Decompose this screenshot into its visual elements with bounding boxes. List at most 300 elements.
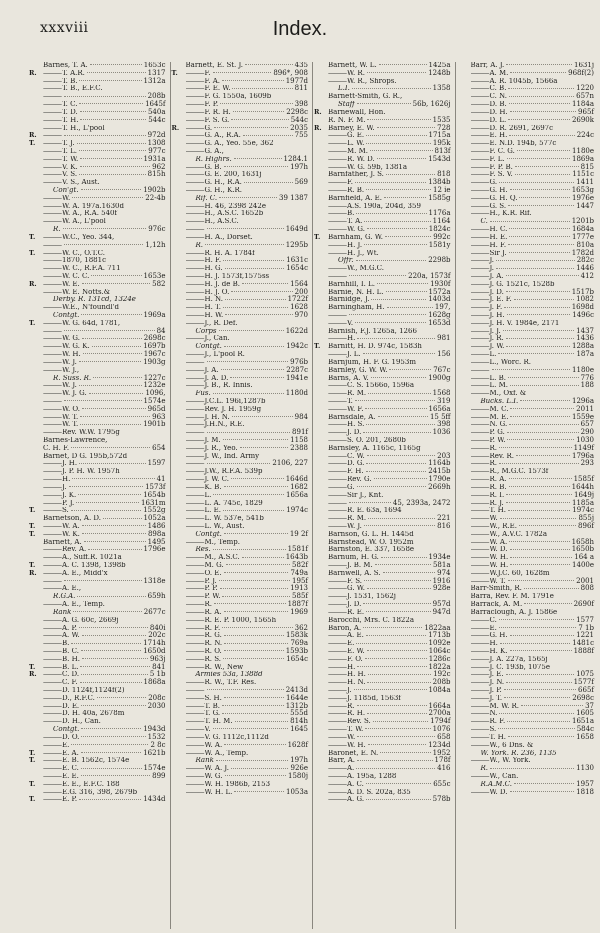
index-entry	[171, 226, 310, 234]
page-reference: 968f(2)	[568, 68, 594, 77]
leader-dots	[366, 611, 431, 612]
leader-dots	[490, 221, 570, 222]
index-entry	[313, 375, 452, 383]
entry-name: ——— H. C.	[471, 226, 508, 234]
index-entry	[28, 320, 167, 328]
page-reference: 1486	[147, 521, 166, 530]
page-reference: 197h	[290, 162, 308, 171]
entry-name: Barnhill, I. L.	[328, 280, 375, 288]
entry-name: ——— W., R.E.	[471, 523, 517, 531]
entry-marker: T.	[29, 318, 36, 327]
entry-name: ——— J. E.	[471, 671, 504, 679]
index-entry	[313, 359, 452, 367]
page-reference: 5 1b	[149, 670, 166, 679]
entry-name: ——— W., W. York.	[471, 757, 596, 765]
entry-name: ——— J. R., Yeo.	[186, 445, 238, 453]
leader-dots	[225, 299, 286, 300]
entry-name: R. Highrs.	[195, 155, 232, 163]
page-reference: 1411	[576, 178, 594, 187]
entry-name: ——— W., 6 Dns. &	[471, 742, 596, 750]
entry-name: ——— T. H.	[471, 507, 506, 515]
entry-name: ——— W. T.	[43, 414, 78, 422]
index-entry	[171, 140, 310, 148]
page-reference: 2700a	[428, 709, 451, 718]
page-reference: 1651a	[572, 717, 594, 726]
leader-dots	[364, 525, 435, 526]
leader-dots	[367, 713, 426, 714]
leader-dots	[508, 205, 574, 206]
leader-dots	[510, 635, 575, 636]
page-reference: 435	[294, 62, 308, 69]
page-reference: 1232e	[143, 381, 166, 390]
leader-dots	[506, 502, 570, 503]
page-reference: 1286c	[428, 654, 451, 663]
index-entry	[28, 460, 167, 468]
leader-dots	[232, 416, 293, 417]
page-reference: 220a, 1573f	[408, 271, 451, 280]
entry-name: Corps	[195, 327, 217, 335]
entry-name: ——— V.	[186, 726, 211, 734]
page-reference: 2298b	[428, 256, 451, 265]
index-entry	[28, 398, 167, 406]
page-reference: 188	[580, 381, 594, 390]
page-header	[40, 18, 590, 48]
entry-name: Derby. R. 131cd, 1324e	[53, 296, 136, 304]
leader-dots	[510, 549, 570, 550]
entry-name: ——— J. L.	[328, 351, 361, 359]
entry-name: ——— L.	[471, 351, 497, 359]
page-reference: 1628	[290, 303, 308, 312]
leader-dots	[371, 377, 426, 378]
entry-name: ——— K. B.	[186, 484, 222, 492]
page-reference: 1296a	[572, 396, 594, 405]
entry-name	[43, 398, 62, 406]
entry-name: ——— 1870, 1881c	[43, 257, 167, 265]
entry-name: Barnetson, A. D.	[43, 515, 101, 523]
page-reference: 45, 2393a, 2472	[392, 498, 451, 507]
index-entry	[28, 281, 167, 289]
entry-name: ——— P. J.	[43, 500, 74, 508]
page-reference: 197,	[434, 303, 451, 312]
leader-dots	[103, 518, 142, 519]
entry-name: ——— J.	[43, 484, 67, 492]
page-reference: 1902b	[143, 186, 166, 194]
page-reference: 208c	[148, 693, 166, 702]
page-reference: 2298c	[286, 107, 308, 116]
entry-name: Barrack, A. M.	[470, 601, 523, 609]
page-reference: 1220	[576, 84, 594, 93]
page-reference: 41	[156, 475, 166, 484]
entry-name: Barnson, G. L. H. 1445d	[328, 530, 414, 538]
page-reference: 2690k	[571, 115, 594, 124]
entry-name: ——— E. B. 1562c, 1574e	[43, 757, 167, 765]
page-reference: 1628f	[287, 740, 308, 749]
entry-marker: T.	[29, 748, 36, 757]
leader-dots	[377, 158, 426, 159]
page-reference: 398	[437, 420, 451, 429]
entry-name: ——— G. H. Q.	[471, 195, 518, 203]
entry-name: R.	[53, 226, 61, 234]
entry-name: ——— W., Can.	[471, 773, 596, 781]
index-entry	[28, 726, 167, 734]
entry-name: ——— M. E.	[471, 414, 509, 422]
leader-dots	[357, 486, 427, 487]
entry-name: ——— T. B., E.F.C.	[43, 85, 167, 93]
page-reference: 1577	[576, 615, 594, 624]
page-reference: 1096,	[145, 389, 166, 398]
entry-name: ——— T. J.	[43, 140, 75, 148]
page-reference: 1796a	[572, 451, 594, 460]
page-reference: 293	[580, 459, 594, 468]
leader-dots	[213, 728, 289, 729]
index-entry	[313, 226, 452, 234]
leader-dots	[79, 361, 141, 362]
entry-name: ——— E. N.D. 194b, 577c	[471, 140, 596, 148]
entry-name: ——— R. N.	[186, 640, 223, 648]
entry-name: ——— H. F.	[186, 257, 222, 265]
page-reference: 665f	[578, 686, 594, 694]
entry-name: ——— T. H.	[471, 734, 506, 742]
index-entry	[171, 789, 310, 797]
entry-name: ——— E.	[328, 640, 354, 648]
page-reference: 1535	[432, 115, 451, 124]
entry-name: ——— W. A., R.A. 540f	[43, 210, 167, 218]
page-reference: 1653e	[143, 271, 166, 280]
leader-dots	[214, 603, 286, 604]
page-reference: 1221	[576, 631, 594, 640]
entry-name: ——— G. A., R.A.	[186, 132, 241, 140]
page-reference: 655c	[433, 779, 451, 788]
index-entry	[28, 140, 167, 148]
leader-dots	[498, 353, 574, 354]
entry-name: ——— M. G.	[186, 562, 224, 570]
entry-name: ——— R. B.	[471, 484, 507, 492]
leader-dots	[207, 689, 284, 690]
leader-dots	[357, 736, 435, 737]
page-reference: 962	[152, 162, 166, 171]
page-reference: 1180d	[285, 389, 308, 398]
entry-name: ——— V. S., Aust.	[43, 179, 167, 187]
leader-dots	[230, 377, 284, 378]
entry-name: ——— W. J.	[328, 523, 362, 531]
entry-name: ——— C. F.	[43, 679, 78, 687]
index-entry	[456, 726, 596, 734]
leader-dots	[507, 721, 570, 722]
index-entry	[171, 617, 310, 625]
leader-dots	[64, 580, 142, 581]
entry-name: ——— F. O.	[328, 656, 363, 664]
leader-dots	[506, 275, 579, 276]
index-entry	[28, 609, 167, 617]
entry-name: ——— C. S. 1566o, 1596a	[328, 382, 452, 390]
leader-dots	[80, 111, 146, 112]
leader-dots	[207, 463, 271, 464]
index-entry	[456, 742, 596, 750]
leader-dots	[219, 580, 290, 581]
leader-dots	[506, 346, 570, 347]
entry-name: ——— D. H. 40a, 2678m	[43, 710, 167, 718]
index-entry	[456, 765, 596, 773]
leader-dots	[224, 744, 285, 745]
entry-name: ——— J. D.	[328, 601, 361, 609]
entry-name: ——— W. T.	[471, 578, 506, 586]
leader-dots	[234, 791, 284, 792]
entry-name: ——— R.	[328, 703, 355, 711]
entry-name: ——— J. A.	[186, 367, 219, 375]
index-entry	[28, 765, 167, 773]
leader-dots	[79, 463, 146, 464]
entry-name: Barnham, G. W.	[328, 233, 383, 241]
entry-name: ——— V.	[328, 320, 353, 328]
page-reference: 1722f	[287, 295, 308, 304]
leader-dots	[510, 189, 570, 190]
index-entry	[313, 140, 452, 148]
index-entry	[456, 757, 596, 765]
leader-dots	[498, 728, 574, 729]
entry-name: ——— W. G. K.	[43, 343, 90, 351]
entry-name: ——— J.	[328, 687, 352, 695]
index-entry	[456, 70, 596, 78]
index-entry	[28, 656, 167, 664]
entry-name: Barra, Rev. F. M. 1791e	[470, 593, 554, 601]
index-entry	[313, 296, 452, 304]
leader-dots	[368, 518, 435, 519]
entry-name: ——— C. W.	[328, 453, 365, 461]
leader-dots	[378, 416, 428, 417]
index-entry	[313, 242, 452, 250]
leader-dots	[81, 775, 150, 776]
entry-name: ——— M., Oxf. &	[471, 390, 596, 398]
entry-name: ——— E. P.	[43, 796, 77, 804]
leader-dots	[508, 119, 570, 120]
entry-name: ——— G. H.	[471, 187, 508, 195]
entry-name: ——— W. T.	[43, 421, 78, 429]
leader-dots	[224, 635, 284, 636]
page-reference: 1593b	[285, 646, 308, 655]
entry-marker: T.	[29, 521, 36, 530]
entry-name: Barns, A. V.	[328, 374, 369, 382]
page-reference: 896*, 908	[273, 68, 308, 77]
page-reference: 1868a	[143, 678, 166, 687]
entry-name: ——— H. J.	[328, 242, 362, 250]
page-reference: 926e	[290, 764, 308, 773]
leader-dots	[386, 174, 435, 175]
entry-name: ——— W. G. 59b, 1381a	[328, 164, 452, 172]
page-reference: 811	[294, 84, 308, 93]
leader-dots	[81, 314, 141, 315]
page-reference: 1653d	[428, 318, 451, 327]
entry-name: ——— P. W.	[471, 437, 506, 445]
leader-dots	[377, 127, 436, 128]
leader-dots	[205, 244, 284, 245]
leader-dots	[521, 705, 583, 706]
leader-dots	[503, 330, 574, 331]
entry-name	[43, 578, 62, 586]
page-reference: 2106, 227	[272, 459, 308, 468]
index-entry	[456, 320, 596, 328]
leader-dots	[367, 682, 430, 683]
index-column-1	[28, 62, 171, 929]
page-reference: 654	[152, 443, 166, 452]
index-entry	[28, 195, 167, 203]
index-entry	[313, 554, 452, 562]
index-entry	[171, 742, 310, 750]
leader-dots	[389, 369, 431, 370]
page-reference: 965d	[147, 404, 166, 413]
entry-name: ——— H. W.	[186, 312, 224, 320]
index-entry	[456, 679, 596, 687]
entry-name: ——— W. R.	[328, 70, 365, 78]
leader-dots	[506, 338, 574, 339]
index-entry	[456, 257, 596, 265]
page-reference: 1782d	[571, 248, 594, 257]
entry-marker: T.	[29, 529, 36, 538]
leader-dots	[367, 650, 427, 651]
page-reference: 840i	[149, 623, 166, 632]
leader-dots	[508, 244, 574, 245]
entry-name: ——— H. K.	[471, 648, 508, 656]
index-entry	[171, 531, 310, 539]
leader-dots	[240, 447, 289, 448]
index-entry	[456, 101, 596, 109]
leader-dots	[366, 635, 426, 636]
leader-dots	[223, 260, 284, 261]
entry-name: ——— W. H.	[43, 351, 81, 359]
index-entry	[171, 523, 310, 531]
entry-name: ——— J.C.L. 196i,1287b	[186, 398, 310, 406]
entry-name: ——— R.	[471, 460, 498, 468]
leader-dots	[499, 447, 572, 448]
page-reference: 1583k	[285, 631, 308, 640]
index-entry	[313, 85, 452, 93]
entry-name: ——— V. K.	[43, 164, 78, 172]
index-entry	[313, 257, 452, 265]
page-reference: 1572a	[428, 287, 451, 296]
entry-name: ——— J. H. V. 1984e, 2171	[471, 320, 596, 328]
index-entry	[313, 195, 452, 203]
index-entry	[456, 453, 596, 461]
index-entry	[28, 617, 167, 625]
page-reference: 1621b	[143, 748, 166, 757]
entry-name	[43, 328, 62, 336]
leader-dots	[508, 88, 574, 89]
index-entry	[28, 171, 167, 179]
entry-name: ——— H. N.	[186, 296, 223, 304]
leader-dots	[367, 72, 426, 73]
leader-dots	[510, 408, 574, 409]
entry-name: ——— W. A. 197a.1630d	[43, 203, 167, 211]
index-entry	[28, 359, 167, 367]
leader-dots	[363, 432, 430, 433]
index-entry	[28, 125, 167, 133]
entry-name: ——— M., Temp.	[186, 539, 310, 547]
leader-dots	[222, 705, 284, 706]
page-reference: 2030	[147, 701, 166, 710]
leader-dots	[63, 228, 147, 229]
index-entry	[171, 562, 310, 570]
leader-dots	[219, 330, 284, 331]
leader-dots	[81, 768, 142, 769]
page-reference: 1790e	[428, 475, 451, 484]
page-reference: 965f	[578, 107, 594, 116]
entry-name: Res.	[195, 546, 211, 554]
leader-dots	[88, 549, 141, 550]
index-entry	[313, 515, 452, 523]
entry-name: R.A.M.C.	[480, 780, 512, 788]
entry-marker: T.	[29, 561, 36, 569]
index-entry	[171, 773, 310, 781]
entry-name: ——— R. E. 63a, 1694	[328, 507, 452, 515]
leader-dots	[83, 353, 142, 354]
entry-name: Baronet, E. N.	[328, 749, 379, 757]
entry-name: Barnes-Lawrence,	[43, 437, 108, 444]
leader-dots	[366, 135, 426, 136]
leader-dots	[499, 713, 574, 714]
leader-dots	[509, 228, 570, 229]
leader-dots	[384, 197, 426, 198]
leader-dots	[509, 541, 569, 542]
entry-name: ——— J. W.	[471, 343, 505, 351]
leader-dots	[520, 400, 570, 401]
page-reference: 1532	[147, 732, 166, 741]
index-entry	[171, 265, 310, 273]
entry-marker: T.	[29, 779, 36, 788]
entry-name: ——— F. P.	[186, 101, 219, 109]
entry-name: Fus.	[195, 390, 211, 398]
page-reference: 808	[580, 584, 594, 593]
entry-name: ——— O. E.	[186, 570, 222, 578]
entry-marker: R.	[29, 279, 37, 288]
entry-name: ——— F. R. H.	[186, 109, 231, 117]
entry-name: Con'gt.	[53, 187, 79, 194]
entry-name: ——— L. W. 537e, 541b	[186, 515, 310, 523]
entry-name: ——— R. M.	[328, 390, 366, 398]
entry-name: ——— W. J. G.	[43, 390, 87, 398]
index-entry	[456, 781, 596, 789]
leader-dots	[223, 439, 289, 440]
leader-dots	[375, 564, 431, 565]
page-reference: 192c	[433, 670, 451, 679]
page-reference: 947d	[432, 607, 451, 616]
entry-name: ——— A., Suff.R. 1021a	[43, 554, 167, 562]
page-reference: 582	[152, 279, 166, 288]
leader-dots	[71, 447, 150, 448]
index-entry	[171, 210, 310, 218]
entry-name: ——— L. B.	[471, 375, 506, 383]
index-entry	[456, 460, 596, 468]
leader-dots	[514, 299, 574, 300]
leader-dots	[213, 393, 284, 394]
page-reference: 1312b	[285, 701, 308, 710]
leader-dots	[356, 213, 426, 214]
index-entry	[28, 85, 167, 93]
index-entry	[28, 648, 167, 656]
leader-dots	[380, 752, 430, 753]
page-reference: 1581f	[287, 545, 308, 554]
page-reference: 1645f	[145, 100, 166, 109]
entry-name: Barnie, N. H. L.	[328, 288, 384, 296]
index-entry	[28, 218, 167, 226]
entry-marker: R.	[29, 131, 37, 140]
index-entry	[313, 796, 452, 804]
page-reference: 1913	[290, 584, 308, 593]
leader-dots	[356, 260, 427, 261]
leader-dots	[79, 799, 141, 800]
entry-name: Bucks. L.I.	[480, 397, 519, 405]
page-reference: 957d	[432, 600, 451, 609]
leader-dots	[519, 197, 570, 198]
leader-dots	[64, 244, 143, 245]
